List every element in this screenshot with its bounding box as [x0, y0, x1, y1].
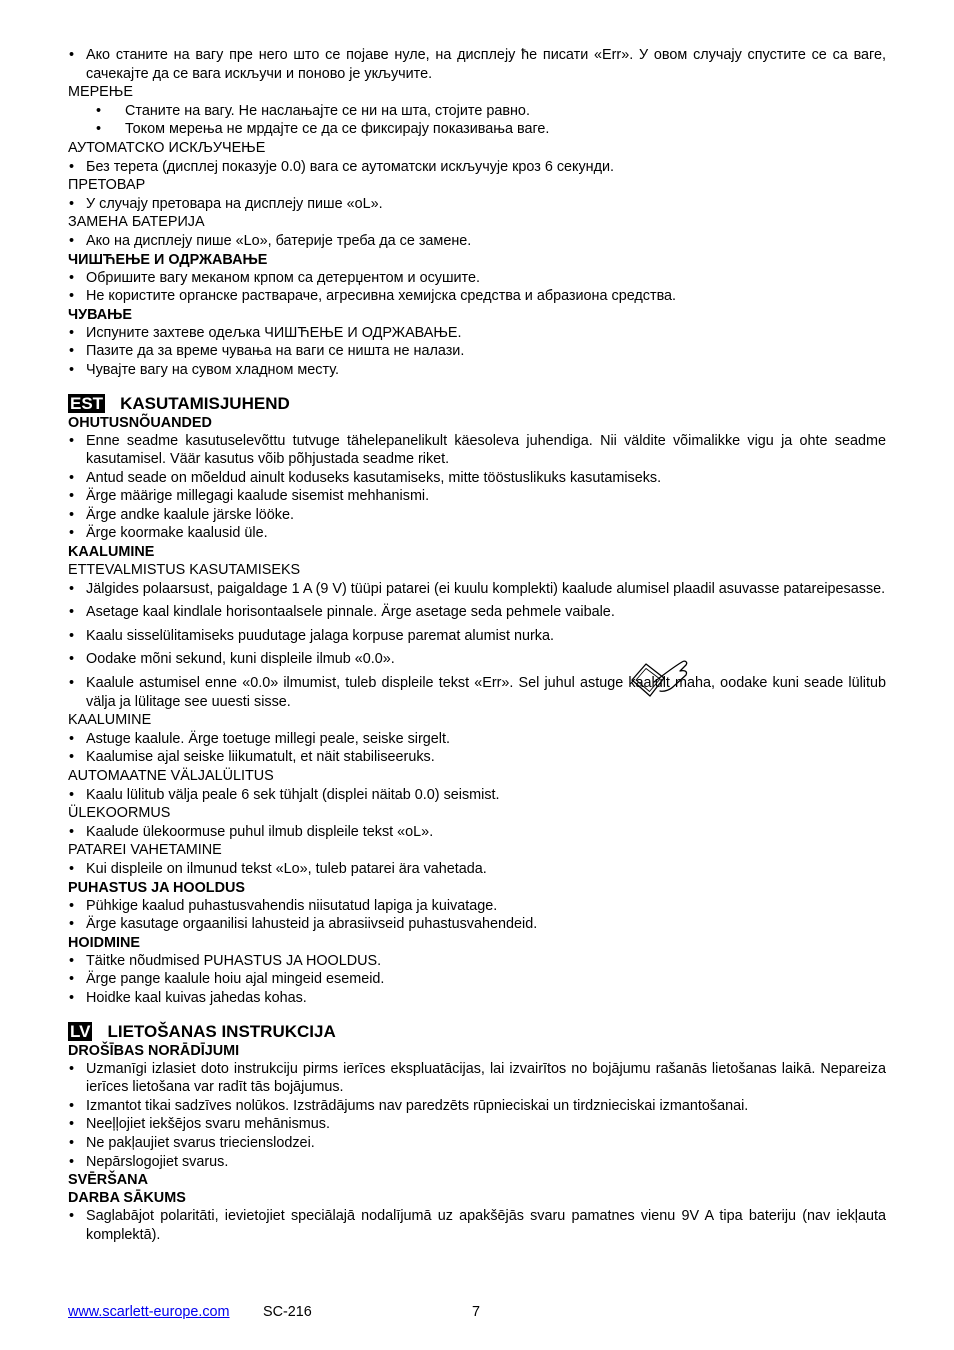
- section-heading: SVĒRŠANA: [68, 1172, 148, 1189]
- list-item: • Jälgides polaarsust, paigaldage 1 A (9 V) tüüpi patarei (ei kuulu komplekti) kaalude alumisel plaadil asuvasse patareipesasse.: [68, 580, 886, 599]
- list-item: • Antud seade on mõeldud ainult koduseks kasutamiseks, mitte tööstuslikuks kasutamiseks.: [68, 469, 886, 488]
- language-tag: EST: [70, 394, 104, 413]
- subheading: ÜLEKOORMUS: [68, 805, 171, 822]
- list-item: • Enne seadme kasutuselevõttu tutvuge tähelepanelikult käesoleva juhendiga. Nii väldite võimalikke vigu ja ohte seadme kasutamisel. Väär kasutus võib põhjustada seadme riket.: [68, 432, 886, 469]
- list-item: • Izmantot tikai sadzīves nolūkos. Izstrādājums nav paredzēts rūpnieciskai un tirdznieciskai izmantošanai.: [68, 1097, 886, 1116]
- subheading: ETTEVALMISTUS KASUTAMISEKS: [68, 562, 301, 579]
- list-item: • Kaalu sisselülitamiseks puudutage jalaga korpuse paremat alumist nurka.: [68, 627, 886, 646]
- list-item: • Обришите вагу меканом крпом са детерџентом и осушите.: [68, 269, 886, 288]
- list-item: • Ärge koormake kaalusid üle.: [68, 524, 886, 543]
- subheading: МЕРЕЊЕ: [68, 84, 133, 101]
- list-item: • Kui displeile on ilmunud tekst «Lo», tuleb patarei ära vahetada.: [68, 860, 886, 879]
- subheading: ПРЕТОВАР: [68, 177, 146, 194]
- page-number: 7: [472, 1304, 481, 1320]
- document-page: [68, 46, 886, 1244]
- list-item: • Uzmanīgi izlasiet doto instrukciju pirms ierīces ekspluatācijas, lai izvairītos no bojājumu rašanās lietošanas laikā. Nepareiza ierīces lietošana var radīt tās bojājumus.: [68, 1060, 886, 1097]
- list-item: • Чувајте вагу на сувом хладном месту.: [68, 361, 886, 380]
- page-footer: [68, 1304, 886, 1320]
- list-item: • Kaalu lülitub välja peale 6 sek tühjalt (displei näitab 0.0) seismist.: [68, 786, 886, 805]
- list-item: • У случају претовара на дисплеју пише «oL».: [68, 195, 886, 214]
- list-item: • Испуните захтеве одељка ЧИШЋЕЊЕ И ОДРЖАВАЊЕ.: [68, 324, 886, 343]
- foot-touch-icon: [628, 658, 692, 704]
- section-heading: ЧИШЋЕЊЕ И ОДРЖАВАЊЕ: [68, 251, 268, 268]
- subheading: KAALUMINE: [68, 712, 152, 729]
- list-item: • Nepārslogojiet svarus.: [68, 1153, 886, 1172]
- list-item: • Oodake mõni sekund, kuni displeile ilmub «0.0».: [68, 650, 886, 669]
- list-item: • Ärge kasutage orgaanilisi lahusteid ja abrasiivseid puhastusvahendeid.: [68, 915, 886, 934]
- subheading: ЗАМЕНА БАТЕРИЈА: [68, 214, 205, 231]
- website-link[interactable]: www.scarlett-europe.com: [68, 1304, 230, 1320]
- list-item: • Станите на вагу. Не наслањајте се ни на шта, стојите равно.: [68, 102, 886, 121]
- list-item: • Pühkige kaalud puhastusvahendis niisutatud lapiga ja kuivatage.: [68, 897, 886, 916]
- section-heading: OHUTUSNÕUANDED: [68, 414, 212, 431]
- list-item: • Kaalumise ajal seiske liikumatult, et näit stabiliseeruks.: [68, 748, 886, 767]
- list-item: • Не користите органске раствараче, агресивна хемијска средства и абразиона средства.: [68, 287, 886, 306]
- list-item: • Kaalule astumisel enne «0.0» ilmumist, tuleb displeile tekst «Err». Sel juhul astuge kaalult maha, oodake kuni seade lülitub välja ja lülitage see uuesti sisse.: [68, 674, 886, 711]
- list-item: • Ако на дисплеју пише «Lo», батерије треба да се замене.: [68, 232, 886, 251]
- list-item: • Ако станите на вагу пре него што се појаве нуле, на дисплеју ће писати «Err». У овом случају спустите се са ваге, сачекајте да се вага искључи и поново је укључите.: [68, 46, 886, 83]
- section-heading: DROŠĪBAS NORĀDĪJUMI: [68, 1042, 240, 1059]
- list-item: • Ärge andke kaalule järske lööke.: [68, 506, 886, 525]
- list-item: • Saglabājot polaritāti, ievietojiet speciālajā nodalījumā uz apakšējās svaru pamatnes vienu 9V A tipa bateriju (nav iekļauta komplektā).: [68, 1207, 886, 1244]
- section-heading: PUHASTUS JA HOOLDUS: [68, 879, 245, 896]
- section-heading: DARBA SĀKUMS: [68, 1190, 186, 1207]
- subheading: PATAREI VAHETAMINE: [68, 842, 222, 859]
- list-item: • Asetage kaal kindlale horisontaalsele pinnale. Ärge asetage seda pehmele vaibale.: [68, 603, 886, 622]
- model-number: SC-216: [263, 1304, 312, 1320]
- section-heading: KAALUMINE: [68, 544, 155, 561]
- subheading: АУТОМАТСКО ИСКЉУЧЕЊЕ: [68, 139, 266, 156]
- list-item: • Без терета (дисплеј показује 0.0) вага се аутоматски искључује кроз 6 секунди.: [68, 158, 886, 177]
- list-item: • Täitke nõudmised PUHASTUS JA HOOLDUS.: [68, 952, 886, 971]
- list-item: • Пазите да за време чувања на ваги се ништа не налази.: [68, 342, 886, 361]
- section-heading: HOIDMINE: [68, 934, 140, 951]
- list-item: • Ärge määrige millegagi kaalude sisemist mehhanismi.: [68, 487, 886, 506]
- language-tag: LV: [70, 1022, 91, 1042]
- list-item: • Astuge kaalule. Ärge toetuge millegi peale, seiske sirgelt.: [68, 730, 886, 749]
- section-heading: ЧУВАЊЕ: [68, 306, 133, 323]
- list-item: • Neeļļojiet iekšējos svaru mehānismus.: [68, 1115, 886, 1134]
- section-title-est: [68, 394, 886, 414]
- list-item: • Ärge pange kaalule hoiu ajal mingeid esemeid.: [68, 970, 886, 989]
- section-title-lv: [68, 1022, 886, 1042]
- section-title: LIETOŠANAS INSTRUKCIJA: [107, 1021, 336, 1041]
- list-item: • Током мерења не мрдајте се да се фиксирају показивања ваге.: [68, 120, 886, 139]
- section-title: KASUTAMISJUHEND: [120, 393, 290, 413]
- list-item: • Hoidke kaal kuivas jahedas kohas.: [68, 989, 886, 1008]
- list-item: • Ne pakļaujiet svarus triecienslodzei.: [68, 1134, 886, 1153]
- list-item: • Kaalude ülekoormuse puhul ilmub displeile tekst «oL».: [68, 823, 886, 842]
- subheading: AUTOMAATNE VÄLJALÜLITUS: [68, 768, 274, 784]
